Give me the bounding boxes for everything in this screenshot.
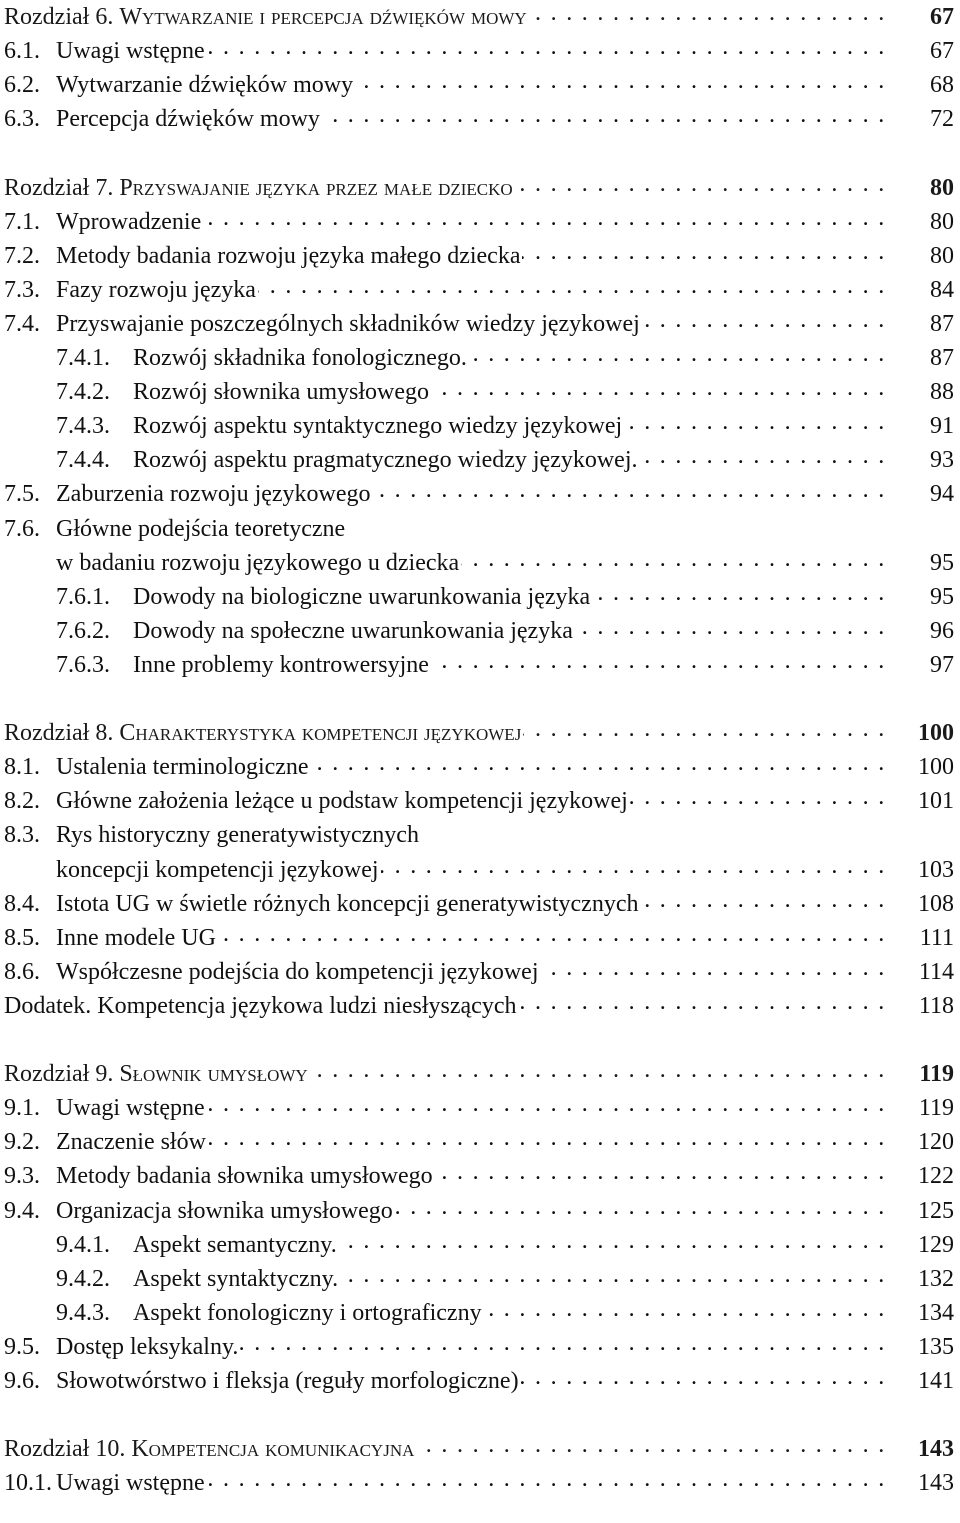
page-number: 67 <box>930 38 954 65</box>
page-number: 68 <box>930 72 954 99</box>
toc-entry <box>4 989 956 1023</box>
toc-entry <box>4 1125 956 1159</box>
page-number: 100 <box>918 754 954 781</box>
section-title: Wprowadzenie <box>56 208 202 235</box>
chapter-label: Rozdział <box>4 1061 90 1088</box>
entry-text <box>4 102 322 136</box>
subsection-number: 7.6.3. <box>56 651 110 678</box>
subsection-title: Rozwój aspektu pragmatycznego wiedzy językowej. <box>133 447 638 474</box>
subsection-title: Rozwój aspektu syntaktycznego wiedzy językowej <box>133 413 623 440</box>
page-number: 95 <box>930 549 954 576</box>
section-number: 6.1. <box>4 38 40 65</box>
section-number: 6.3. <box>4 106 40 133</box>
page-number: 122 <box>918 1163 954 1190</box>
page-number: 143 <box>918 1470 954 1497</box>
entry-text <box>4 887 640 921</box>
entry-text <box>4 1364 521 1398</box>
subsection-number: 7.6.2. <box>56 617 110 644</box>
toc-entry <box>56 614 956 648</box>
entry-text <box>4 955 541 989</box>
section-number: 7.2. <box>4 242 40 269</box>
section-title: Zaburzenia rozwoju językowego <box>56 481 371 508</box>
page-number: 143 <box>918 1436 954 1463</box>
section-title: Organizacja słownika umysłowego <box>56 1197 393 1224</box>
entry-text <box>4 921 218 955</box>
section-number: 7.6. <box>4 515 40 542</box>
subsection-title: Aspekt semantyczny. <box>133 1231 337 1258</box>
page-number: 84 <box>930 276 954 303</box>
page-number: 119 <box>918 1095 954 1122</box>
entry-text <box>56 614 575 648</box>
section-number: 7.3. <box>4 276 40 303</box>
chapter-heading <box>4 1432 956 1466</box>
page-number: 118 <box>918 992 954 1019</box>
section-number: 9.4. <box>4 1197 40 1224</box>
toc-entry <box>4 1466 956 1500</box>
page-number: 103 <box>918 856 954 883</box>
subsection-title: Rozwój składnika fonologicznego. <box>133 345 467 371</box>
section-number: 9.5. <box>4 1333 40 1360</box>
entry-text <box>4 1330 240 1364</box>
page-number: 95 <box>930 583 954 610</box>
section-number: 7.5. <box>4 481 40 508</box>
toc-entry <box>56 1262 956 1296</box>
section-title: Wytwarzanie dźwięków mowy <box>56 72 354 99</box>
toc-entry <box>56 853 956 887</box>
entry-text <box>4 818 421 852</box>
chapter-number: 10. <box>95 1436 126 1463</box>
chapter-heading <box>4 1057 956 1091</box>
page-number: 87 <box>930 310 954 337</box>
entry-text <box>4 716 523 750</box>
chapter-title: Przyswajanie języka przez małe dziecko <box>119 174 513 201</box>
entry-text <box>4 784 630 818</box>
toc-entry <box>56 341 956 375</box>
entry-text <box>56 409 624 443</box>
toc-entry <box>4 307 956 341</box>
subsection-number: 7.4.1. <box>56 345 110 371</box>
entry-text <box>4 273 258 307</box>
chapter-label: Rozdział <box>4 1436 90 1463</box>
chapter-title: Charakterystyka kompetencji językowej <box>119 720 522 747</box>
page-number: 108 <box>918 890 954 917</box>
subsection-title: Aspekt syntaktyczny. <box>133 1265 339 1292</box>
entry-text <box>56 375 431 409</box>
section-title: Uwagi wstępne <box>56 1470 205 1497</box>
toc-entry <box>4 818 956 852</box>
page-number: 80 <box>930 208 954 235</box>
entry-text <box>4 34 207 68</box>
page-number: 135 <box>918 1333 954 1360</box>
toc-entry <box>4 1364 956 1398</box>
chapter-number: 7. <box>95 174 114 201</box>
page-number: 141 <box>918 1368 954 1394</box>
chapter-heading <box>4 171 956 205</box>
entry-text <box>4 1125 208 1159</box>
section-number: 9.1. <box>4 1095 40 1122</box>
section-title: Metody badania rozwoju języka małego dziecka <box>56 242 521 269</box>
chapter-number: 6. <box>95 4 114 30</box>
section-number: 8.4. <box>4 890 40 917</box>
entry-text <box>4 171 515 205</box>
toc-entry <box>4 1159 956 1193</box>
section-title: Współczesne podejścia do kompetencji językowej <box>56 958 539 985</box>
entry-text <box>4 1159 435 1193</box>
subsection-number: 7.4.3. <box>56 413 110 440</box>
subsection-number: 9.4.3. <box>56 1299 110 1326</box>
subsection-title: Inne problemy kontrowersyjne <box>133 651 429 678</box>
page-number: 91 <box>930 413 954 440</box>
page-number: 119 <box>919 1061 954 1088</box>
section-title: Znaczenie słów <box>56 1129 206 1156</box>
page-number: 72 <box>930 106 954 133</box>
chapter-title: Wytwarzanie i percepcja dźwięków mowy <box>119 4 527 30</box>
entry-text <box>4 512 347 546</box>
page-number: 129 <box>918 1231 954 1258</box>
toc-entry <box>4 784 956 818</box>
chapter-label: Rozdział <box>4 174 90 201</box>
section-title: Ustalenia terminologiczne <box>56 754 309 781</box>
toc-entry <box>56 546 956 580</box>
section-number: 9.3. <box>4 1163 40 1190</box>
entry-text <box>56 853 381 887</box>
entry-text <box>56 580 592 614</box>
page-number: 80 <box>930 242 954 269</box>
page-number: 80 <box>930 174 954 201</box>
toc-entry <box>56 1296 956 1330</box>
section-title: Rys historyczny generatywistycznych <box>56 822 419 849</box>
subsection-number: 7.4.2. <box>56 379 110 406</box>
page-number: 125 <box>918 1197 954 1224</box>
page-number: 67 <box>930 4 954 30</box>
section-title: Inne modele UG <box>56 924 216 951</box>
toc-entry <box>4 205 956 239</box>
toc-entry <box>4 955 956 989</box>
toc-entry <box>4 1091 956 1125</box>
entry-text <box>56 546 461 580</box>
section-title: Słowotwórstwo i fleksja (reguły morfologiczne) <box>56 1368 519 1394</box>
subsection-title: Dowody na biologiczne uwarunkowania języka <box>133 583 591 610</box>
entry-text <box>4 307 642 341</box>
page-number: 87 <box>930 345 954 371</box>
section-title-continued: w badaniu rozwoju językowego u dziecka <box>56 549 460 576</box>
toc-entry <box>56 375 956 409</box>
page-number: 120 <box>918 1129 954 1156</box>
page-number: 97 <box>930 651 954 678</box>
section-title: Metody badania słownika umysłowego <box>56 1163 433 1190</box>
page-number: 96 <box>930 617 954 644</box>
section-number: 8.6. <box>4 958 40 985</box>
subsection-title: Aspekt fonologiczny i ortograficzny <box>133 1299 482 1326</box>
page-number: 111 <box>919 924 954 951</box>
toc-entry <box>4 750 956 784</box>
entry-text <box>4 1091 207 1125</box>
page-number: 134 <box>918 1299 954 1326</box>
chapter-heading <box>4 0 956 34</box>
section-title: Percepcja dźwięków mowy <box>56 106 320 133</box>
section-number: 8.3. <box>4 822 40 849</box>
chapter-number: 8. <box>95 720 114 747</box>
chapter-label: Rozdział <box>4 720 90 747</box>
toc-entry <box>56 409 956 443</box>
entry-text <box>4 989 518 1023</box>
section-number: 7.4. <box>4 310 40 337</box>
page-number: 88 <box>930 379 954 406</box>
entry-text <box>56 1228 339 1262</box>
entry-text <box>56 341 469 375</box>
entry-text <box>4 1194 395 1228</box>
toc-entry <box>4 273 956 307</box>
section-number: 9.6. <box>4 1368 40 1394</box>
section-title: Istota UG w świetle różnych koncepcji generatywistycznych <box>56 890 639 917</box>
toc-entry <box>4 34 956 68</box>
toc-entry <box>4 1330 956 1364</box>
entry-text <box>4 477 373 511</box>
entry-text <box>4 750 311 784</box>
section-title: Fazy rozwoju języka <box>56 276 256 303</box>
section-number: 9.2. <box>4 1129 40 1156</box>
section-title: Uwagi wstępne <box>56 1095 205 1122</box>
section-title-continued: koncepcji kompetencji językowej <box>56 856 379 883</box>
section-number: 6.2. <box>4 72 40 99</box>
entry-text <box>4 0 529 34</box>
page-number: 101 <box>918 788 954 815</box>
entry-text <box>56 443 640 477</box>
entry-text <box>4 239 522 273</box>
toc-entry <box>56 580 956 614</box>
subsection-number: 9.4.1. <box>56 1231 110 1258</box>
chapter-label: Rozdział <box>4 4 90 30</box>
toc-entry <box>4 239 956 273</box>
chapter-heading <box>4 716 956 750</box>
toc-entry <box>4 921 956 955</box>
section-title: Uwagi wstępne <box>56 38 205 65</box>
appendix-title: Dodatek. Kompetencja językowa ludzi niesłyszących <box>4 992 517 1019</box>
subsection-title: Rozwój słownika umysłowego <box>133 379 429 406</box>
section-number: 7.1. <box>4 208 40 235</box>
section-number: 8.2. <box>4 788 40 815</box>
subsection-title: Dowody na społeczne uwarunkowania języka <box>133 617 573 644</box>
toc-entry <box>56 443 956 477</box>
page-number: 114 <box>918 958 954 985</box>
chapter-title: Słownik umysłowy <box>119 1061 308 1088</box>
page-number: 100 <box>918 720 954 747</box>
section-number: 10.1. <box>4 1470 52 1497</box>
toc-entry <box>56 1228 956 1262</box>
toc-entry <box>4 68 956 102</box>
toc-entry <box>4 1194 956 1228</box>
subsection-number: 7.4.4. <box>56 447 110 474</box>
entry-text <box>4 1466 207 1500</box>
toc-entry <box>56 648 956 682</box>
subsection-number: 9.4.2. <box>56 1265 110 1292</box>
entry-text <box>56 1296 484 1330</box>
entry-text <box>4 68 355 102</box>
section-title: Przyswajanie poszczególnych składników wiedzy językowej <box>56 310 640 337</box>
chapter-title: Kompetencja komunikacyjna <box>131 1436 415 1463</box>
section-title: Główne podejścia teoretyczne <box>56 515 346 542</box>
chapter-number: 9. <box>95 1061 114 1088</box>
entry-text <box>4 205 203 239</box>
entry-text <box>56 648 431 682</box>
section-title: Główne założenia leżące u podstaw kompetencji językowej <box>56 788 628 815</box>
section-number: 8.5. <box>4 924 40 951</box>
section-number: 8.1. <box>4 754 40 781</box>
toc-entry <box>4 887 956 921</box>
page-number: 132 <box>918 1265 954 1292</box>
entry-text <box>56 1262 340 1296</box>
toc-entry <box>4 512 956 546</box>
toc-entry <box>4 477 956 511</box>
page-number: 93 <box>930 447 954 474</box>
toc-entry <box>4 102 956 136</box>
subsection-number: 7.6.1. <box>56 583 110 610</box>
entry-text <box>4 1057 310 1091</box>
entry-text <box>4 1432 416 1466</box>
page-number: 94 <box>930 481 954 508</box>
section-title: Dostęp leksykalny. <box>56 1333 239 1360</box>
